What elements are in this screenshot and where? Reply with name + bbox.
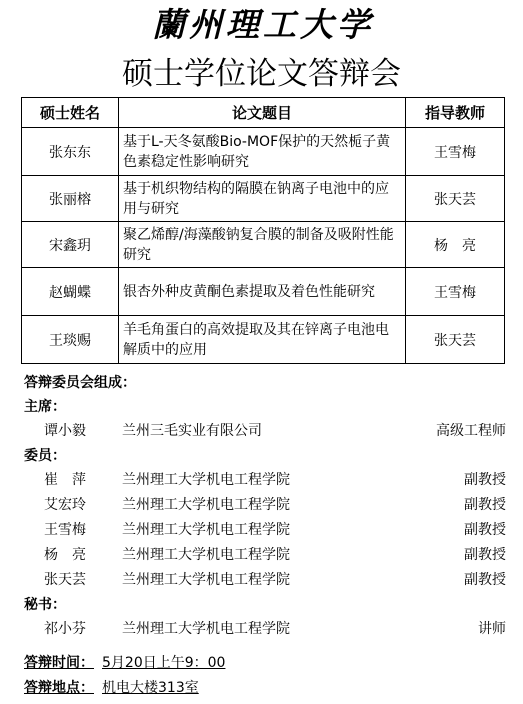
members-label: 委员： [24,448,66,464]
header-advisor: 指导教师 [406,98,505,128]
person-title: 副教授 [464,572,506,588]
person-org: 兰州理工大学机电工程学院 [122,497,290,513]
defense-place-label: 答辩地点： [24,680,94,696]
person-name: 祁小芬 [44,621,86,637]
table-row [22,268,505,316]
thesis-topic: 银杏外种皮黄酮色素提取及着色性能研究 [119,268,406,316]
defense-time-value: 5月20日上午9：00 [102,655,226,671]
page-title: 硕士学位论文答辩会 [122,56,401,92]
defense-place [24,677,199,697]
student-name: 王琰赐 [22,316,119,364]
person-title: 副教授 [464,497,506,513]
chair-row [24,419,514,444]
table-header-row [22,98,505,128]
defense-time-label: 答辩时间： [24,655,94,671]
member-row [24,518,514,543]
member-row [24,543,514,568]
member-row [24,493,514,518]
header-thesis-topic: 论文题目 [119,98,406,128]
member-row [24,568,514,593]
table-row [22,176,505,222]
member-row [24,468,514,493]
secretary-label: 秘书： [24,597,66,613]
advisor-name: 王雪梅 [406,268,505,316]
person-org: 兰州理工大学机电工程学院 [122,472,290,488]
thesis-topic: 聚乙烯醇/海藻酸钠复合膜的制备及吸附性能研究 [119,222,406,268]
student-name: 张丽榕 [22,176,119,222]
student-name: 宋鑫玥 [22,222,119,268]
table-row [22,222,505,268]
person-title: 高级工程师 [436,423,506,439]
advisor-name: 杨 亮 [406,222,505,268]
person-title: 副教授 [464,547,506,563]
advisor-name: 张天芸 [406,316,505,364]
committee-section [24,371,514,642]
header-student-name: 硕士姓名 [22,98,119,128]
person-title: 副教授 [464,522,506,538]
advisor-name: 张天芸 [406,176,505,222]
person-title: 副教授 [464,472,506,488]
thesis-table [21,97,505,364]
student-name: 张东东 [22,128,119,176]
person-name: 王雪梅 [44,522,86,538]
table-row [22,316,505,364]
student-name: 赵蝴蝶 [22,268,119,316]
person-org: 兰州三毛实业有限公司 [122,423,262,439]
thesis-topic: 基于L-天冬氨酸Bio-MOF保护的天然栀子黄色素稳定性影响研究 [119,128,406,176]
committee-heading: 答辩委员会组成： [24,375,136,391]
person-title: 讲师 [478,621,506,637]
defense-time [24,652,225,672]
person-name: 张天芸 [44,572,86,588]
thesis-topic: 基于机织物结构的隔膜在钠离子电池中的应用与研究 [119,176,406,222]
person-name: 谭小毅 [44,423,86,439]
advisor-name: 王雪梅 [406,128,505,176]
person-org: 兰州理工大学机电工程学院 [122,522,290,538]
person-org: 兰州理工大学机电工程学院 [122,547,290,563]
person-name: 崔 萍 [44,472,86,488]
university-logo: 蘭州理工大学 [152,5,374,44]
person-name: 杨 亮 [44,547,86,563]
person-org: 兰州理工大学机电工程学院 [122,572,290,588]
thesis-topic: 羊毛角蛋白的高效提取及其在锌离子电池电解质中的应用 [119,316,406,364]
chair-label: 主席： [24,399,66,415]
secretary-row [24,617,514,642]
defense-place-value: 机电大楼313室 [102,680,199,696]
person-org: 兰州理工大学机电工程学院 [122,621,290,637]
person-name: 艾宏玲 [44,497,86,513]
table-row [22,128,505,176]
